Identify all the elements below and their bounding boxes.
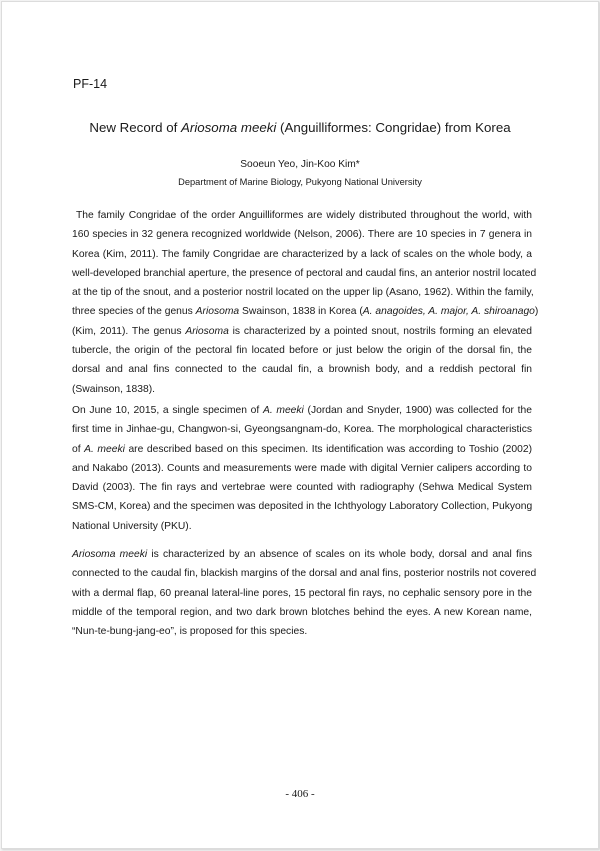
text-line — [72, 545, 532, 564]
text-run: tubercle, the origin of the pectoral fin located before or just below the origin of the dorsal fin, the — [72, 345, 532, 357]
title-suffix: (Anguilliformes: Congridae) from Korea — [276, 120, 511, 135]
paragraph-methods — [72, 401, 532, 536]
text-line — [72, 497, 532, 516]
text-run: (Swainson, 1838). — [72, 383, 155, 395]
italic-term: A. meeki — [262, 405, 304, 416]
text-run: National University (PKU). — [72, 520, 192, 532]
text-line — [72, 283, 532, 302]
text-line — [72, 584, 532, 603]
text-line — [72, 564, 537, 583]
text-run: well-developed branchial aperture, the presence of pectoral and caudal fins, an anterior nostril located — [72, 267, 537, 279]
text-run: and Nakabo (2013). Counts and measurements were made with digital Vernier calipers according to — [72, 462, 532, 474]
text-run: ) — [534, 306, 539, 318]
text-line — [72, 245, 532, 264]
text-run: are described based on this specimen. Its identification was according to Toshio (2002) — [124, 443, 532, 455]
italic-term: A. anagoides, A. major, A. shiroanago — [362, 306, 535, 318]
authors: Sooeun Yeo, Jin-Koo Kim* — [240, 159, 360, 170]
title-prefix: New Record of — [89, 120, 182, 135]
text-run: of — [72, 443, 85, 455]
page-number: - 406 - — [285, 788, 315, 800]
text-line — [72, 341, 532, 360]
text-line — [72, 380, 532, 399]
text-run: connected to the caudal fin, blackish margins of the dorsal and anal fins, posterior nostrils not covered — [72, 568, 537, 580]
text-run: David (2003). The fin rays and vertebrae were counted with radiography (Sehwa Medical System — [72, 482, 532, 494]
text-run: The family Congridae of the order Anguilliformes are widely distributed throughout the world, with — [76, 210, 532, 221]
text-run: 160 species in 32 genera recognized worldwide (Nelson, 2006). There are 10 species in 7 genera in — [72, 229, 532, 241]
text-run: is characterized by a pointed snout, nostrils forming an elevated — [228, 325, 532, 337]
paragraph-introduction — [72, 206, 539, 399]
text-line — [72, 264, 537, 283]
text-run: with a dermal flap, 60 preanal lateral-line pores, 15 pectoral fin rays, no cephalic sensory pore in the — [72, 587, 532, 599]
text-run: three species of the genus — [72, 306, 196, 318]
text-line — [72, 420, 532, 439]
text-run: “Nun-te-bung-jang-eo”, is proposed for this species. — [72, 626, 308, 638]
document-page — [1, 1, 599, 849]
text-line — [72, 225, 532, 244]
text-run: (Kim, 2011). The genus — [72, 325, 186, 337]
text-run: at the tip of the snout, and a posterior nostril located on the upper lip (Asano, 1962). Within the family, — [72, 287, 534, 299]
text-run: Swainson, 1838 in Korea ( — [239, 306, 363, 318]
text-line — [72, 440, 532, 459]
italic-term: Ariosoma — [195, 306, 240, 318]
text-run: is characterized by an absence of scales on its whole body, dorsal and anal fins — [147, 549, 532, 560]
text-line — [72, 206, 532, 225]
text-run: middle of the temporal region, and two dark brown blotches behind the eyes. A new Korean name, — [72, 606, 532, 618]
italic-term: A. meeki — [84, 443, 125, 455]
text-line — [72, 517, 532, 536]
text-line — [72, 478, 532, 497]
text-line — [72, 360, 532, 379]
text-line — [72, 302, 539, 321]
text-run: Korea (Kim, 2011). The family Congridae are characterized by a lack of scales on the whole body, a — [72, 248, 532, 260]
text-line — [72, 603, 532, 622]
text-run: (Jordan and Snyder, 1900) was collected for the — [303, 405, 532, 416]
text-line — [72, 401, 532, 420]
title-species-name: Ariosoma meeki — [181, 120, 277, 135]
paper-title — [2, 120, 598, 135]
text-line — [72, 622, 532, 641]
paragraph-description — [72, 545, 537, 641]
affiliation: Department of Marine Biology, Pukyong National University — [178, 177, 422, 187]
text-run: On June 10, 2015, a single specimen of — [72, 405, 263, 416]
text-line — [72, 322, 532, 341]
text-run: first time in Jinhae-gu, Changwon-si, Gyeongsangnam-do, Korea. The morphological characteristics — [72, 424, 532, 436]
italic-term: Ariosoma — [185, 325, 229, 337]
abstract-code: PF-14 — [73, 77, 108, 91]
text-run: dorsal and anal fins connected to the caudal fin, a brownish body, and a reddish pectoral fin — [72, 364, 532, 376]
italic-term: Ariosoma meeki — [72, 549, 148, 560]
text-line — [72, 459, 532, 478]
text-run: SMS-CM, Korea) and the specimen was deposited in the Ichthyology Laboratory Collection, Pukyong — [72, 501, 533, 513]
